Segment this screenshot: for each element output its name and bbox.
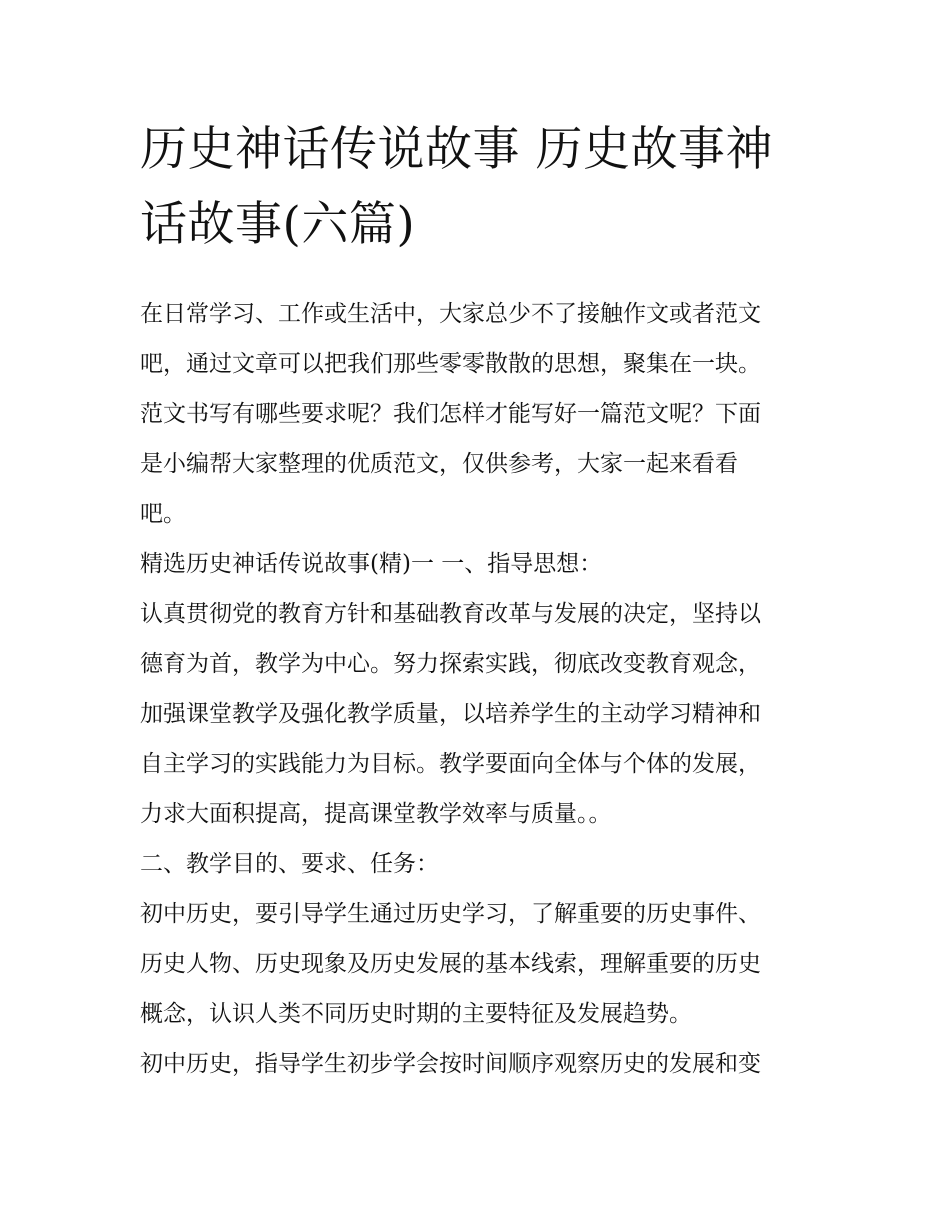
paragraph-line: 在日常学习、工作或生活中，大家总少不了接触作文或者范文 (140, 301, 761, 327)
paragraph-line: 吧。 (140, 501, 186, 527)
paragraph-line: 范文书写有哪些要求呢？我们怎样才能写好一篇范文呢？下面 (140, 401, 761, 427)
paragraph-line: 加强课堂教学及强化教学质量，以培养学生的主动学习精神和 (140, 701, 761, 727)
section-heading-line: 精选历史神话传说故事(精)一 一、指导思想： (140, 551, 603, 577)
paragraph-line: 初中历史，指导学生初步学会按时间顺序观察历史的发展和变 (140, 1051, 761, 1077)
document-title (140, 112, 820, 262)
document-body (140, 289, 820, 1089)
section-heading-line: 二、教学目的、要求、任务： (140, 851, 439, 877)
paragraph-line: 是小编帮大家整理的优质范文，仅供参考，大家一起来看看 (140, 451, 738, 477)
paragraph-line: 初中历史，要引导学生通过历史学习，了解重要的历史事件、 (140, 901, 761, 927)
paragraph-line: 自主学习的实践能力为目标。教学要面向全体与个体的发展， (140, 751, 761, 777)
paragraph-line: 吧，通过文章可以把我们那些零零散散的思想，聚集在一块。 (140, 351, 761, 377)
paragraph-line: 认真贯彻党的教育方针和基础教育改革与发展的决定，坚持以 (140, 601, 761, 627)
paragraph-line: 历史人物、历史现象及历史发展的基本线索，理解重要的历史 (140, 951, 761, 977)
paragraph-line: 力求大面积提高，提高课堂教学效率与质量。。 (140, 801, 612, 827)
title-line-2: 话故事(六篇) (140, 197, 416, 252)
title-line-1: 历史神话传说故事 历史故事神 (140, 122, 773, 177)
paragraph-line: 德育为首，教学为中心。努力探索实践，彻底改变教育观念， (140, 651, 761, 677)
document-page (140, 112, 820, 1089)
paragraph-line: 概念，认识人类不同历史时期的主要特征及发展趋势。 (140, 1001, 692, 1027)
